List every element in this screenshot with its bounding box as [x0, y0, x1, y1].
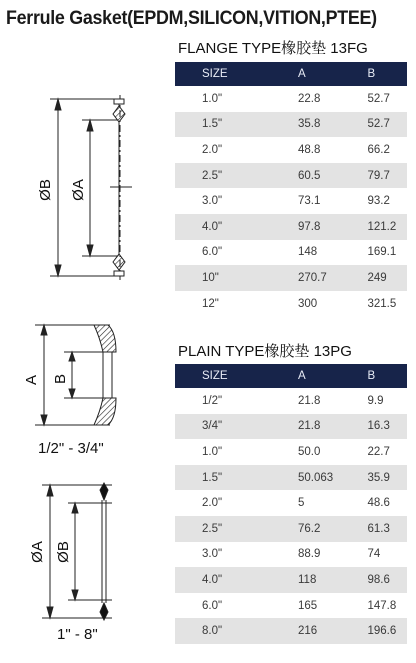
cell-a: 35.8 [272, 112, 340, 138]
cell-a: 5 [272, 490, 340, 516]
cell-b: 169.1 [340, 240, 408, 266]
table-row [175, 593, 407, 619]
large-size-range-label: 1" - 8" [57, 626, 98, 643]
cell-size: 2.5" [175, 163, 272, 189]
cell-b: 66.2 [340, 137, 408, 163]
cell-b: 22.7 [340, 439, 408, 465]
cell-a: 21.8 [272, 388, 340, 414]
plain-size-range-label: 1/2" - 3/4" [38, 440, 104, 457]
table-row [175, 516, 407, 542]
plain-section-heading: PLAIN TYPE橡胶垫 13PG [178, 343, 352, 360]
cell-a: 97.8 [272, 214, 340, 240]
cell-a: 50.063 [272, 465, 340, 491]
cell-b: 48.6 [340, 490, 408, 516]
cell-size: 4.0" [175, 214, 272, 240]
table-row [175, 214, 407, 240]
cell-a: 148 [272, 240, 340, 266]
plain-table-body [175, 388, 407, 644]
cell-a: 88.9 [272, 542, 340, 568]
flange-section-heading: FLANGE TYPE橡胶垫 13FG [178, 40, 368, 57]
column-header-b: B [340, 364, 408, 388]
page-title: Ferrule Gasket(EPDM,SILICON,VITION,PTEE) [6, 8, 377, 29]
table-row [175, 188, 407, 214]
table-row [175, 240, 407, 266]
cell-b: 79.7 [340, 163, 408, 189]
cell-b: 321.5 [340, 291, 408, 317]
flange-gasket-drawing [50, 95, 132, 280]
table-row [175, 265, 407, 291]
cell-size: 2.0" [175, 137, 272, 163]
cell-size: 6.0" [175, 593, 272, 619]
cell-b: 147.8 [340, 593, 408, 619]
cell-b: 61.3 [340, 516, 408, 542]
cell-size: 2.5" [175, 516, 272, 542]
cell-size: 6.0" [175, 240, 272, 266]
plain-label-b: B [52, 373, 69, 385]
table-row [175, 112, 407, 138]
cell-b: 52.7 [340, 86, 408, 112]
cell-b: 196.6 [340, 618, 408, 644]
table-row [175, 567, 407, 593]
cell-b: 16.3 [340, 414, 408, 440]
cell-a: 50.0 [272, 439, 340, 465]
flange-label-b: ØB [37, 179, 54, 201]
table-row [175, 439, 407, 465]
cell-a: 300 [272, 291, 340, 317]
cell-size: 2.0" [175, 490, 272, 516]
flange-label-a: ØA [70, 179, 87, 201]
cell-size: 1.5" [175, 112, 272, 138]
cell-size: 1.0" [175, 439, 272, 465]
cell-a: 118 [272, 567, 340, 593]
cell-size: 3.0" [175, 188, 272, 214]
table-row [175, 618, 407, 644]
cell-size: 1/2" [175, 388, 272, 414]
column-header-size: SIZE [175, 62, 272, 86]
cell-b: 35.9 [340, 465, 408, 491]
table-row [175, 291, 407, 317]
cell-a: 48.8 [272, 137, 340, 163]
cell-a: 165 [272, 593, 340, 619]
cell-a: 21.8 [272, 414, 340, 440]
large-label-a: ØA [29, 541, 46, 563]
large-label-b: ØB [55, 541, 72, 563]
cell-size: 12" [175, 291, 272, 317]
table-row [175, 465, 407, 491]
cell-b: 98.6 [340, 567, 408, 593]
table-row [175, 388, 407, 414]
cell-b: 52.7 [340, 112, 408, 138]
table-row [175, 414, 407, 440]
cell-b: 121.2 [340, 214, 408, 240]
cell-a: 22.8 [272, 86, 340, 112]
column-header-size: SIZE [175, 364, 272, 388]
cell-size: 10" [175, 265, 272, 291]
plain-gasket-drawing [35, 325, 116, 425]
cell-size: 8.0" [175, 618, 272, 644]
column-header-a: A [272, 364, 340, 388]
cell-b: 9.9 [340, 388, 408, 414]
table-row [175, 86, 407, 112]
plain-spec-table [175, 364, 407, 644]
cell-size: 3/4" [175, 414, 272, 440]
cell-size: 1.5" [175, 465, 272, 491]
flange-table-body [175, 86, 407, 316]
cell-a: 216 [272, 618, 340, 644]
flange-spec-table [175, 62, 407, 316]
cell-b: 74 [340, 542, 408, 568]
cell-size: 1.0" [175, 86, 272, 112]
table-row [175, 490, 407, 516]
technical-drawings [0, 0, 175, 663]
table-row [175, 137, 407, 163]
cell-a: 60.5 [272, 163, 340, 189]
plain-label-a: A [23, 374, 40, 386]
table-row [175, 163, 407, 189]
large-plain-gasket-drawing [42, 483, 112, 620]
table-row [175, 542, 407, 568]
table-header-row [175, 62, 407, 86]
cell-b: 249 [340, 265, 408, 291]
cell-a: 73.1 [272, 188, 340, 214]
column-header-a: A [272, 62, 340, 86]
cell-size: 4.0" [175, 567, 272, 593]
cell-size: 3.0" [175, 542, 272, 568]
cell-a: 76.2 [272, 516, 340, 542]
column-header-b: B [340, 62, 408, 86]
cell-b: 93.2 [340, 188, 408, 214]
table-header-row [175, 364, 407, 388]
cell-a: 270.7 [272, 265, 340, 291]
